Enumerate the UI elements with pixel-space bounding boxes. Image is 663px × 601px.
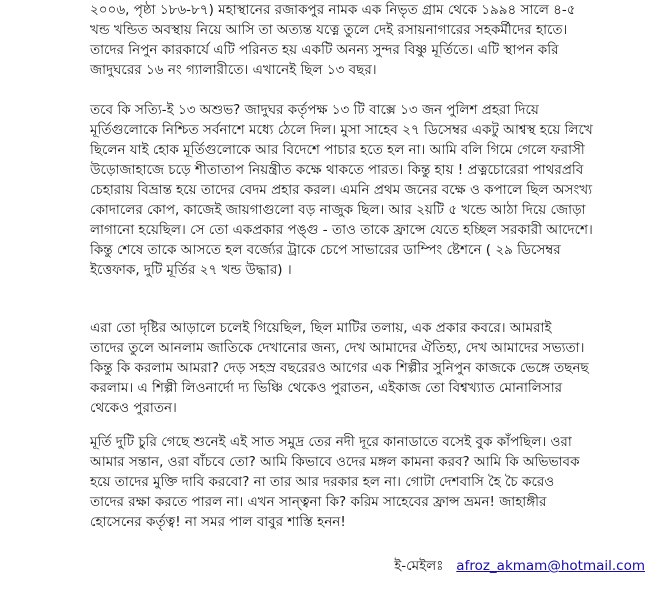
- paragraph-author-lament: মূর্তি দুটি চুরি গেছে শুনেই এই সাত সমুদ্র তের নদী দূরে কানাডাতে বসেই বুক কাঁপছিল। ওরা আমার সন্তান, ওরা বাঁচবে তো? আমি কিভাবে ওদের মঙ্গল কামনা করব? আমি কি অভিভাবক হয়ে তাদের মুক্তি দাবি করবো? না তার আর দরকার হল না। গোটা দেশবাসি হৈ চৈ করেও তাদের রক্ষা করতে পারল না। এখন সান্ত্বনা কি? করিম সাহেবের ফ্রান্স ভ্রমন! জাহাঙ্গীর হোসেনের কর্তৃত্ব! না সমর পাল বাবুর শাস্তি হনন!: [90, 434, 580, 530]
- paragraph-gallery-history: ২০০৬, পৃষ্ঠা ১৮৬-৮৭) মহাস্থানের রজাকপুর নামক এক নিভৃত গ্রাম থেকে ১৯৯৪ সালে ৪-৫ খন্ড খন্ডিত অবস্থায় নিয়ে আসি তা অত্যন্ত যত্নে তুলে দেই রসায়নাগারের সহকর্মীদের হাতে। তাদের নিপুন কারকার্যে এটি পরিনত হয় একটি অনন্য সুন্দর বিষ্ণু মূর্তিতে। এটি স্থাপন করি জাদুঘরের ১৬ নং গ্যালারীতে। এখানেই ছিল ১৩ বছর।: [90, 2, 576, 78]
- email-link[interactable]: afroz_akmam@hotmail.com: [456, 558, 645, 574]
- paragraph-theft-account: তবে কি সত্যি-ই ১৩ অশুভ? জাদুঘর কর্তৃপক্ষ ১৩ টি বাক্সে ১৩ জন পুলিশ প্রহরা দিয়ে মূর্তিগুলোকে নিশ্চিত সর্বনাশে মধ্যে ঠেলে দিল। মুসা সাহেব ২৭ ডিসেম্বর একটু আশ্বস্থ হয়ে লিখে ছিলেন যাই হোক মূর্তিগুলোকে আর বিদেশে পাচার হতে হল না। আমি বলি গিমে গেলে ফরাসী উড়োজাহাজে চড়ে শীতাতাপ নিয়ন্ত্রীত কক্ষে থাকতে পারত। কিন্তু হায় ! প্রত্নচোরেরা পাথরপ্রবি চেহারায় বিভ্রান্ত হয়ে তাদের বেদম প্রহার করল। এমনি প্রথম জনের বক্ষে ও কপালে ছিল অসংখ্য কোদালের কোপ, কাজেই জায়গাগুলো বড় নাজুক ছিল। আর ২য়টি ৫ খন্ডে আঠা দিয়ে জোড়া লাগানো হয়েছিল। সে তো একপ্রকার পঙ্গু - তাও তাকে ফ্রান্সে যেতে হচ্ছিল সরকারী আদেশে। কিন্তু শেষে তাকে আসতে হল বর্জ্যের ট্রাকে চেপে সাভারের ডাম্পিং ষ্টেশনে ( ২৯ ডিসেম্বর ইত্তেফাক, দুটি মূর্তির ২৭ খন্ড উদ্ধার) ।: [90, 102, 593, 278]
- paragraph-heritage-loss: এরা তো দৃষ্টির আড়ালে চলেই গিয়েছিল, ছিল মাটির তলায়, এক প্রকার কবরে। আমরাই তাদের তুলে আনলাম জাতিকে দেখানোর জন্য, দেখ আমাদের ঐতিহ্য, দেখ আমাদের সভ্যতা। কিন্তু কি করলাম আমরা? দেড় সহস্র বছরেরও আগের এক শিল্পীর সুনিপুন কাজকে ভেঙ্গে তছনছ করলাম। এ শিল্পী লিওনার্দো দ্য ভিঞ্চি থেকেও পুরাতন, এইকাজ তো বিশ্বখ্যাত মোনালিসার থেকেও পুরাতন।: [90, 320, 589, 416]
- email-label: ই-মেইলঃ: [394, 558, 444, 574]
- email-footer: [394, 556, 645, 576]
